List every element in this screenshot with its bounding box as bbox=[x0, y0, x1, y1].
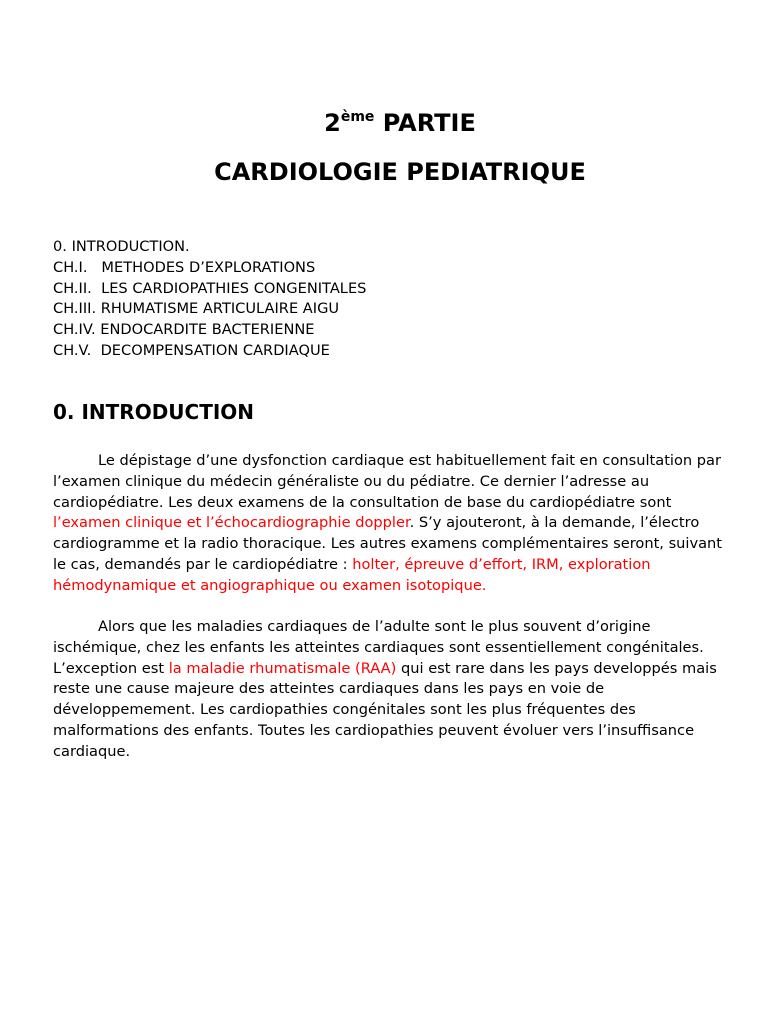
paragraph-line bbox=[53, 555, 753, 576]
paragraph-line: malformations des enfants. Toutes les cardiopathies peuvent évoluer vers l’insuffisance bbox=[53, 721, 695, 739]
highlight-text: la maladie rhumatismale (RAA) bbox=[168, 659, 397, 677]
intro-paragraph-2 bbox=[53, 617, 753, 763]
section-heading-introduction: 0. INTRODUCTION bbox=[53, 400, 255, 424]
paragraph-line: développemement. Les cardiopathies congénitales sont les plus fréquentes des bbox=[53, 701, 636, 719]
document-subtitle: CARDIOLOGIE PEDIATRIQUE bbox=[214, 158, 586, 186]
paragraph-line bbox=[53, 617, 753, 638]
paragraph-line: ischémique, chez les enfants les atteintes cardiaques sont essentiellement congénitales. bbox=[53, 638, 704, 656]
part-label: PARTIE bbox=[374, 109, 476, 137]
toc-item-chapter-5: CH.V. DECOMPENSATION CARDIAQUE bbox=[53, 341, 330, 359]
table-of-contents bbox=[53, 237, 733, 362]
toc-item-introduction: 0. INTRODUCTION. bbox=[53, 238, 190, 255]
paragraph-line: cardiopédiatre. Les deux examens de la consultation de base du cardiopédiatre sont bbox=[53, 493, 672, 511]
part-superscript: ème bbox=[340, 109, 375, 125]
toc-item-chapter-2: CH.II. LES CARDIOPATHIES CONGENITALES bbox=[53, 279, 367, 297]
paragraph-text: qui est rare dans les pays developpés mais bbox=[396, 659, 717, 677]
toc-item-chapter-3: CH.III. RHUMATISME ARTICULAIRE AIGU bbox=[53, 300, 340, 318]
paragraph-line: cardiaque. bbox=[53, 742, 131, 760]
part-number: 2 bbox=[324, 109, 341, 137]
paragraph-line: cardiogramme et la radio thoracique. Les autres examens complémentaires seront, suivant bbox=[53, 535, 723, 553]
part-title bbox=[16, 108, 768, 142]
paragraph-text: Alors que les maladies cardiaques de l’adulte sont le plus souvent d’origine bbox=[98, 618, 651, 635]
highlight-text: holter, épreuve d’effort, IRM, exploration bbox=[352, 555, 651, 573]
highlight-text: l’examen clinique et l’échocardiographie doppler bbox=[53, 514, 410, 532]
paragraph-text: L’exception est bbox=[53, 659, 169, 677]
paragraph-text: . S’y ajouteront, à la demande, l’électro bbox=[409, 514, 700, 532]
toc-item-chapter-4: CH.IV. ENDOCARDITE BACTERIENNE bbox=[53, 321, 315, 339]
paragraph-line bbox=[53, 451, 753, 472]
intro-paragraph-1 bbox=[53, 451, 753, 597]
paragraph-text: Le dépistage d’une dysfonction cardiaque est habituellement fait en consultation par bbox=[98, 452, 721, 469]
paragraph-line bbox=[53, 659, 753, 680]
paragraph-line: reste une cause majeure des atteintes cardiaques dans les pays en voie de bbox=[53, 680, 605, 698]
highlight-text: hémodynamique et angiographique ou examen isotopique. bbox=[53, 576, 487, 594]
toc-item-chapter-1: CH.I. METHODES D’EXPLORATIONS bbox=[53, 258, 316, 276]
paragraph-line: l’examen clinique du médecin généraliste ou du pédiatre. Ce dernier l’adresse au bbox=[53, 472, 650, 490]
paragraph-line bbox=[53, 513, 753, 534]
paragraph-text: le cas, demandés par le cardiopédiatre : bbox=[53, 555, 353, 573]
